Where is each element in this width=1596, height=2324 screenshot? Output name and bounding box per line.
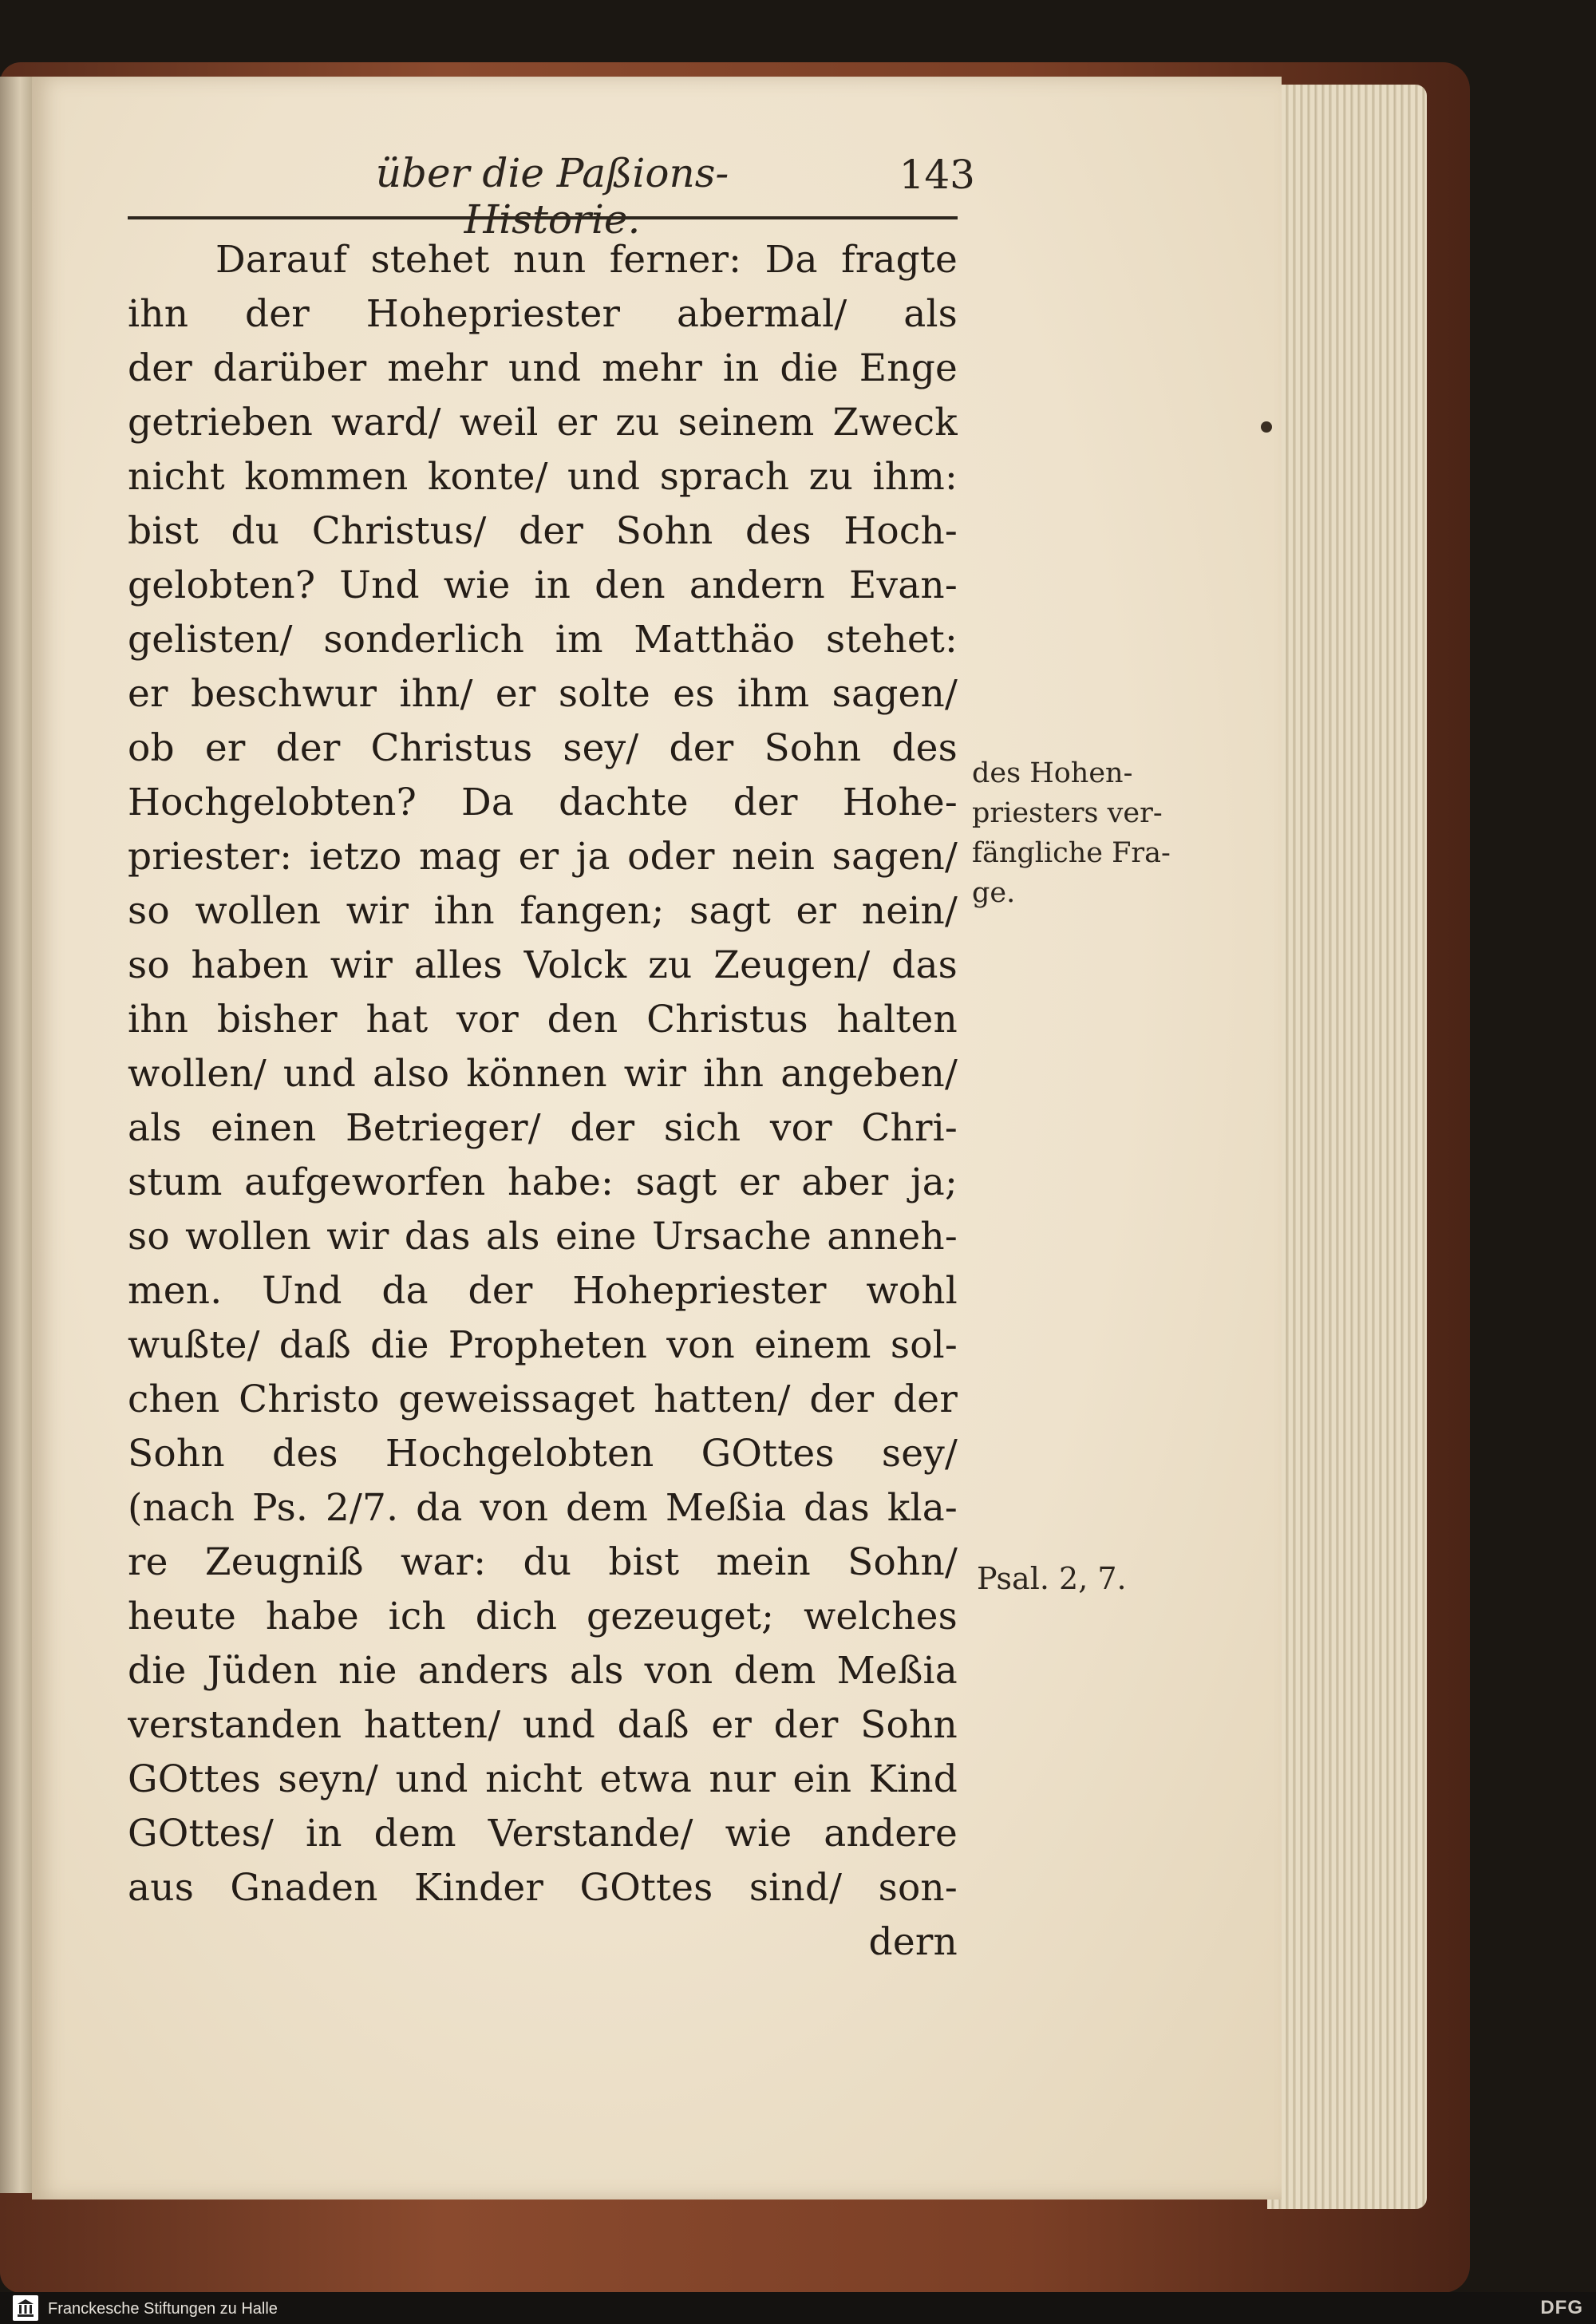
text-line: so wollen wir das als eine Ursache anneh-	[128, 1215, 958, 1259]
text-line: verstanden hatten/ und daß er der Sohn	[128, 1703, 958, 1747]
text-line: Sohn des Hochgelobten GOttes sey/	[128, 1432, 958, 1476]
text-line: der darüber mehr und mehr in die Enge	[128, 346, 958, 390]
page-edges	[1267, 85, 1427, 2209]
text-line: (nach Ps. 2/7. da von dem Meßia das kla-	[128, 1486, 958, 1530]
margin-note-line: fängliche Fra-	[972, 837, 1171, 869]
text-line: die Jüden nie anders als von dem Meßia	[128, 1649, 958, 1693]
running-head: über die Paßions-Historie.	[375, 150, 729, 243]
text-line: stum aufgeworfen habe: sagt er aber ja;	[128, 1160, 958, 1204]
institution-name-link[interactable]: Franckesche Stiftungen zu Halle	[48, 2300, 278, 2318]
margin-note-line: ge.	[972, 877, 1016, 909]
text-line: ob er der Christus sey/ der Sohn des	[128, 726, 958, 770]
margin-note	[972, 753, 1227, 945]
text-line: als einen Betrieger/ der sich vor Chri-	[128, 1106, 958, 1150]
header-rule	[128, 216, 958, 219]
dfg-logo[interactable]: DFG	[1540, 2297, 1583, 2318]
ink-mark	[1261, 421, 1272, 433]
text-line: wollen/ und also können wir ihn angeben/	[128, 1052, 958, 1096]
margin-note-line: des Hohen-	[972, 757, 1133, 789]
book-page	[32, 77, 1282, 2200]
text-line: Darauf stehet nun ferner: Da fragte	[215, 238, 958, 282]
text-line: Hochgelobten? Da dachte der Hohe-	[128, 781, 958, 824]
text-line: ihn der Hohepriester abermal/ als	[128, 292, 958, 336]
text-line: bist du Christus/ der Sohn des Hoch-	[128, 509, 958, 553]
text-line: GOttes seyn/ und nicht etwa nur ein Kind	[128, 1757, 958, 1801]
text-line: wußte/ daß die Propheten von einem sol-	[128, 1323, 958, 1367]
margin-reference: Psal. 2, 7.	[977, 1561, 1127, 1596]
text-line: gelobten? Und wie in den andern Evan-	[128, 563, 958, 607]
page-number: 143	[899, 152, 975, 198]
text-line: priester: ietzo mag er ja oder nein sagen/	[128, 835, 958, 879]
text-line: so haben wir alles Volck zu Zeugen/ das	[128, 943, 958, 987]
institution-logo-icon[interactable]	[13, 2295, 38, 2321]
text-line: nicht kommen konte/ und sprach zu ihm:	[128, 455, 958, 499]
text-line: so wollen wir ihn fangen; sagt er nein/	[128, 889, 958, 933]
main-text-block	[128, 233, 958, 2061]
text-line: re Zeugniß war: du bist mein Sohn/	[128, 1540, 958, 1584]
text-line: heute habe ich dich gezeuget; welches	[128, 1595, 958, 1638]
text-line: chen Christo geweissaget hatten/ der der	[128, 1377, 958, 1421]
text-line: er beschwur ihn/ er solte es ihm sagen/	[128, 672, 958, 716]
margin-note-line: priesters ver-	[972, 797, 1163, 829]
text-line: gelisten/ sonderlich im Matthäo stehet:	[128, 618, 958, 662]
text-line: ihn bisher hat vor den Christus halten	[128, 998, 958, 1041]
left-flyleaf-edge	[0, 77, 34, 2193]
text-line: GOttes/ in dem Verstande/ wie andere	[128, 1812, 958, 1856]
text-line: men. Und da der Hohepriester wohl	[128, 1269, 958, 1313]
catchword: dern	[868, 1920, 958, 1964]
text-line: aus Gnaden Kinder GOttes sind/ son-	[128, 1866, 958, 1910]
building-icon	[17, 2298, 34, 2318]
text-line: getrieben ward/ weil er zu seinem Zweck	[128, 401, 958, 445]
